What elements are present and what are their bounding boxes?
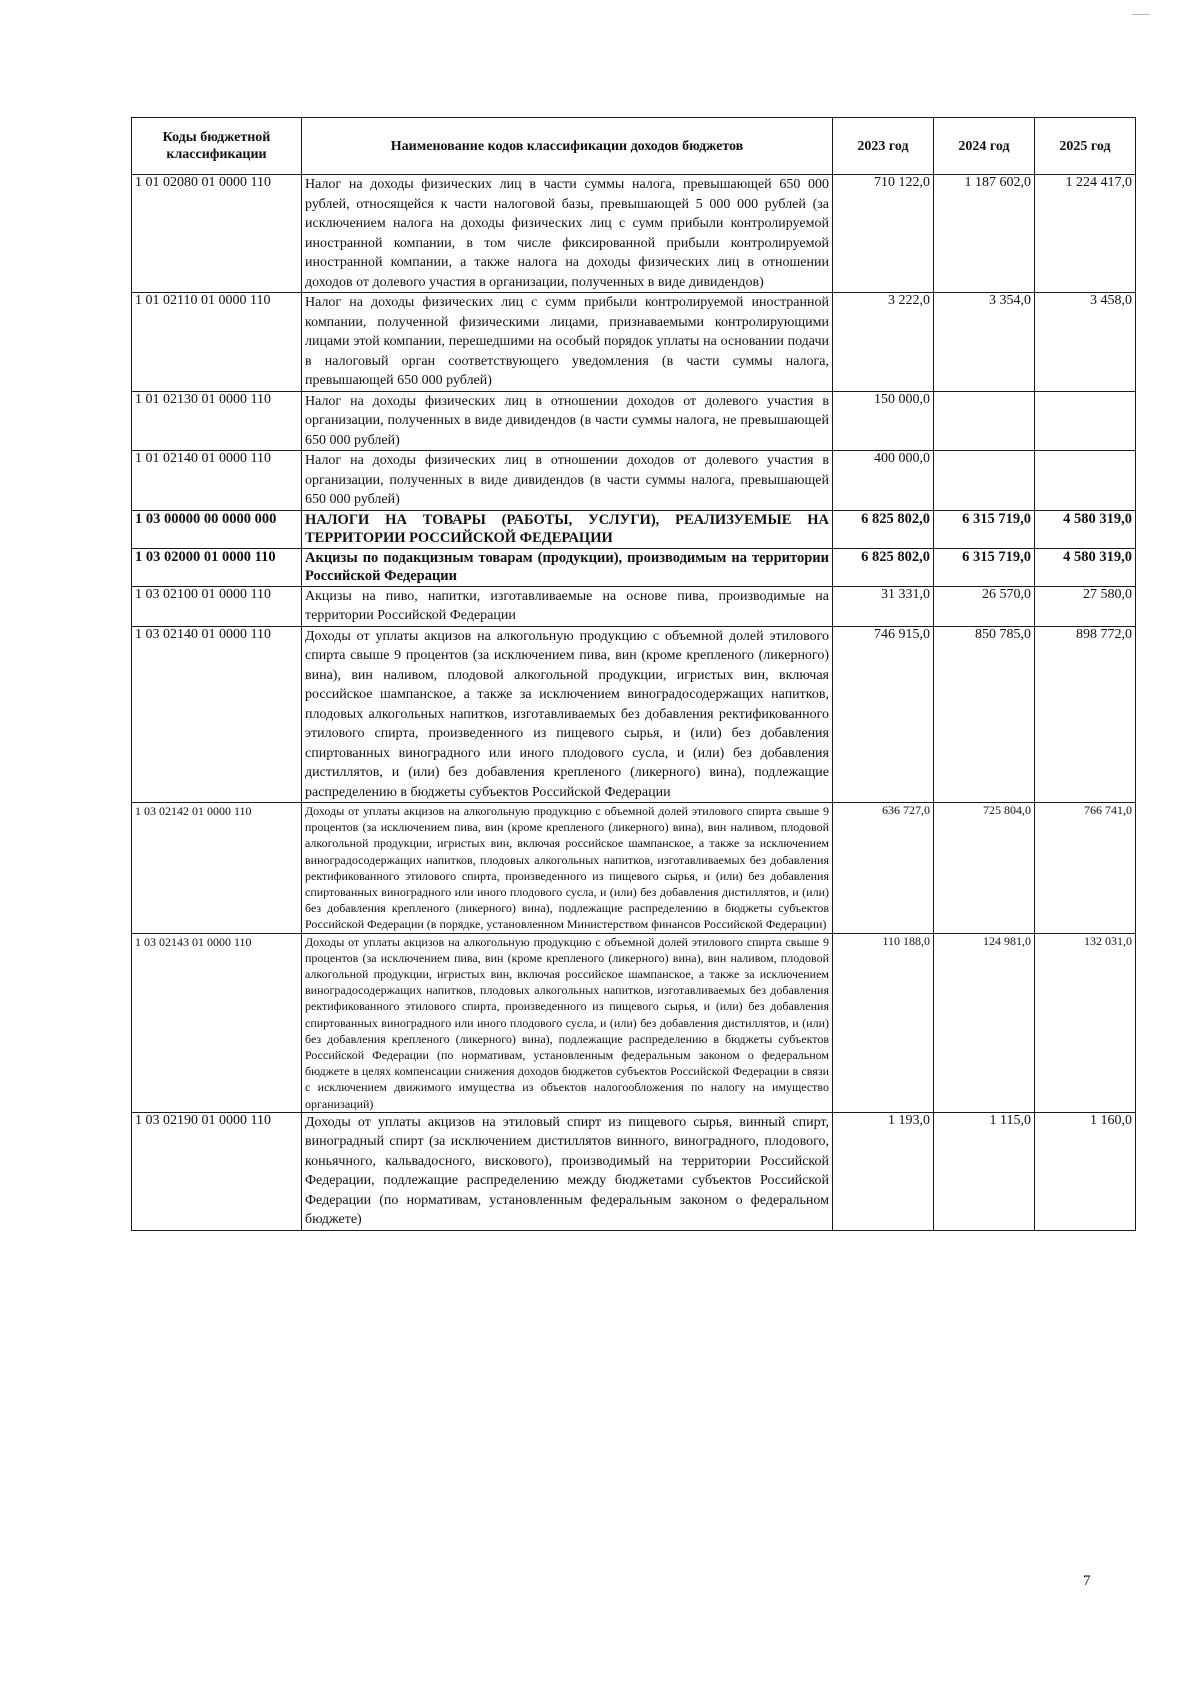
- table-row-subsection: [132, 548, 1136, 586]
- row-value-2023: 6 825 802,0: [833, 548, 934, 586]
- table-row: [132, 626, 1136, 803]
- row-name: Акцизы по подакцизным товарам (продукции), производимым на территории Российской Федерации: [302, 548, 833, 586]
- row-code: 1 01 02110 01 0000 110: [132, 293, 302, 392]
- row-value-2024: 6 315 719,0: [934, 510, 1035, 548]
- row-name: Доходы от уплаты акцизов на алкогольную продукцию с объемной долей этилового спирта свыше 9 процентов (за исключением пива, вин (кроме крепленого (ликерного) вина), вин наливом, плодовой алкогольной продукции, игристых вин, включая российское шампанское, а также за исключением виноградосодержащих напитков, плодовых алкогольных напитков, изготавливаемых без добавления ректификованного этилового спирта, произведенного из пищевого сырья, и (или) без добавления спиртованных виноградного или иного плодового сусла, и (или) без добавления дистиллятов, и (или) без добавления крепленого (ликерного) вина), подлежащие распределению в бюджеты субъектов Российской Федерации (в порядке, установленном Министерством финансов Российской Федерации): [302, 803, 833, 934]
- row-value-2023: 3 222,0: [833, 293, 934, 392]
- table-row: [132, 175, 1136, 293]
- row-name: НАЛОГИ НА ТОВАРЫ (РАБОТЫ, УСЛУГИ), РЕАЛИЗУЕМЫЕ НА ТЕРРИТОРИИ РОССИЙСКОЙ ФЕДЕРАЦИИ: [302, 510, 833, 548]
- row-value-2025: 766 741,0: [1035, 803, 1136, 934]
- row-value-2023: 400 000,0: [833, 451, 934, 511]
- row-value-2023: 150 000,0: [833, 391, 934, 451]
- table-row: [132, 391, 1136, 451]
- row-value-2023: 31 331,0: [833, 586, 934, 626]
- row-value-2025: 3 458,0: [1035, 293, 1136, 392]
- table-row: [132, 293, 1136, 392]
- row-code: 1 03 02140 01 0000 110: [132, 626, 302, 803]
- row-value-2023: 6 825 802,0: [833, 510, 934, 548]
- row-value-2024: [934, 391, 1035, 451]
- row-value-2023: 110 188,0: [833, 933, 934, 1112]
- row-value-2025: 898 772,0: [1035, 626, 1136, 803]
- table-row: [132, 451, 1136, 511]
- row-name: Акцизы на пиво, напитки, изготавливаемые на основе пива, производимые на территории Российской Федерации: [302, 586, 833, 626]
- header-2024: 2024 год: [934, 118, 1035, 175]
- row-value-2025: [1035, 451, 1136, 511]
- row-value-2023: 1 193,0: [833, 1112, 934, 1230]
- row-value-2025: 1 224 417,0: [1035, 175, 1136, 293]
- row-value-2024: 1 115,0: [934, 1112, 1035, 1230]
- scan-mark: [1132, 14, 1150, 15]
- row-value-2024: 6 315 719,0: [934, 548, 1035, 586]
- table-row: [132, 933, 1136, 1112]
- row-code: 1 01 02080 01 0000 110: [132, 175, 302, 293]
- row-name: Налог на доходы физических лиц в отношении доходов от долевого участия в организации, полученных в виде дивидендов (в части суммы налога, не превышающей 650 000 рублей): [302, 391, 833, 451]
- table-row: [132, 1112, 1136, 1230]
- row-value-2025: 1 160,0: [1035, 1112, 1136, 1230]
- row-value-2025: 27 580,0: [1035, 586, 1136, 626]
- header-name: Наименование кодов классификации доходов бюджетов: [302, 118, 833, 175]
- row-code: 1 03 02142 01 0000 110: [132, 803, 302, 934]
- row-name: Налог на доходы физических лиц в отношении доходов от долевого участия в организации, полученных в виде дивидендов (в части суммы налога, превышающей 650 000 рублей): [302, 451, 833, 511]
- row-value-2024: 124 981,0: [934, 933, 1035, 1112]
- page-number: 7: [1083, 1573, 1091, 1589]
- table-row-section: [132, 510, 1136, 548]
- row-code: 1 03 02100 01 0000 110: [132, 586, 302, 626]
- row-value-2025: 4 580 319,0: [1035, 548, 1136, 586]
- row-name: Доходы от уплаты акцизов на алкогольную продукцию с объемной долей этилового спирта свыше 9 процентов (за исключением пива, вин (кроме крепленого (ликерного) вина), вин наливом, плодовой алкогольной продукции, игристых вин, включая российское шампанское, а также за исключением виноградосодержащих напитков, плодовых алкогольных напитков, изготавливаемых без добавления ректификованного этилового спирта, произведенного из пищевого сырья, и (или) без добавления спиртованных виноградного или иного плодового сусла, и (или) без добавления дистиллятов, и (или) без добавления крепленого (ликерного) вина), подлежащие распределению в бюджеты субъектов Российской Федерации (по нормативам, установленным федеральным законом о федеральном бюджете в целях компенсации снижения доходов бюджетов субъектов Российской Федерации в связи с исключением движимого имущества из объектов налогообложения по налогу на имущество организаций): [302, 933, 833, 1112]
- row-name: Налог на доходы физических лиц с сумм прибыли контролируемой иностранной компании, полученной физическими лицами, признаваемыми контролирующими лицами этой компании, перешедшими на особый порядок уплаты на основании подачи в налоговый орган соответствующего уведомления (в части суммы налога, превышающей 650 000 рублей): [302, 293, 833, 392]
- row-value-2024: [934, 451, 1035, 511]
- row-value-2023: 710 122,0: [833, 175, 934, 293]
- table-row: [132, 803, 1136, 934]
- row-value-2025: 132 031,0: [1035, 933, 1136, 1112]
- budget-revenue-table: [131, 117, 1136, 1231]
- row-value-2025: [1035, 391, 1136, 451]
- row-value-2023: 636 727,0: [833, 803, 934, 934]
- row-code: 1 03 02000 01 0000 110: [132, 548, 302, 586]
- row-name: Налог на доходы физических лиц в части суммы налога, превышающей 650 000 рублей, относящейся к части налоговой базы, превышающей 5 000 000 рублей (за исключением налога на доходы физических лиц с сумм прибыли контролируемой иностранной компании, в том числе фиксированной прибыли контролируемой иностранной компании, а также налога на доходы физических лиц в отношении доходов от долевого участия в организации, полученных в виде дивидендов): [302, 175, 833, 293]
- row-value-2025: 4 580 319,0: [1035, 510, 1136, 548]
- table-header-row: [132, 118, 1136, 175]
- row-value-2024: 26 570,0: [934, 586, 1035, 626]
- row-name: Доходы от уплаты акцизов на алкогольную продукцию с объемной долей этилового спирта свыше 9 процентов (за исключением пива, вин (кроме крепленого (ликерного) вина), вин наливом, плодовой алкогольной продукции, игристых вин, включая российское шампанское, а также за исключением виноградосодержащих напитков, плодовых алкогольных напитков, изготавливаемых без добавления ректификованного этилового спирта, произведенного из пищевого сырья, и (или) без добавления спиртованных виноградного или иного плодового сусла, и (или) без добавления дистиллятов, и (или) без добавления крепленого (ликерного) вина), подлежащие распределению в бюджеты субъектов Российской Федерации: [302, 626, 833, 803]
- header-code: Коды бюджетной классификации: [132, 118, 302, 175]
- row-name: Доходы от уплаты акцизов на этиловый спирт из пищевого сырья, винный спирт, виноградный спирт (за исключением дистиллятов винного, виноградного, плодового, коньячного, кальвадосного, вискового), производимый на территории Российской Федерации, подлежащие распределению между бюджетами субъектов Российской Федерации (по нормативам, установленным федеральным законом о федеральном бюджете): [302, 1112, 833, 1230]
- row-value-2024: 850 785,0: [934, 626, 1035, 803]
- row-code: 1 03 02190 01 0000 110: [132, 1112, 302, 1230]
- row-value-2024: 3 354,0: [934, 293, 1035, 392]
- row-value-2024: 725 804,0: [934, 803, 1035, 934]
- row-code: 1 03 02143 01 0000 110: [132, 933, 302, 1112]
- row-value-2023: 746 915,0: [833, 626, 934, 803]
- row-code: 1 03 00000 00 0000 000: [132, 510, 302, 548]
- row-code: 1 01 02130 01 0000 110: [132, 391, 302, 451]
- table-row: [132, 586, 1136, 626]
- row-code: 1 01 02140 01 0000 110: [132, 451, 302, 511]
- header-2023: 2023 год: [833, 118, 934, 175]
- row-value-2024: 1 187 602,0: [934, 175, 1035, 293]
- header-2025: 2025 год: [1035, 118, 1136, 175]
